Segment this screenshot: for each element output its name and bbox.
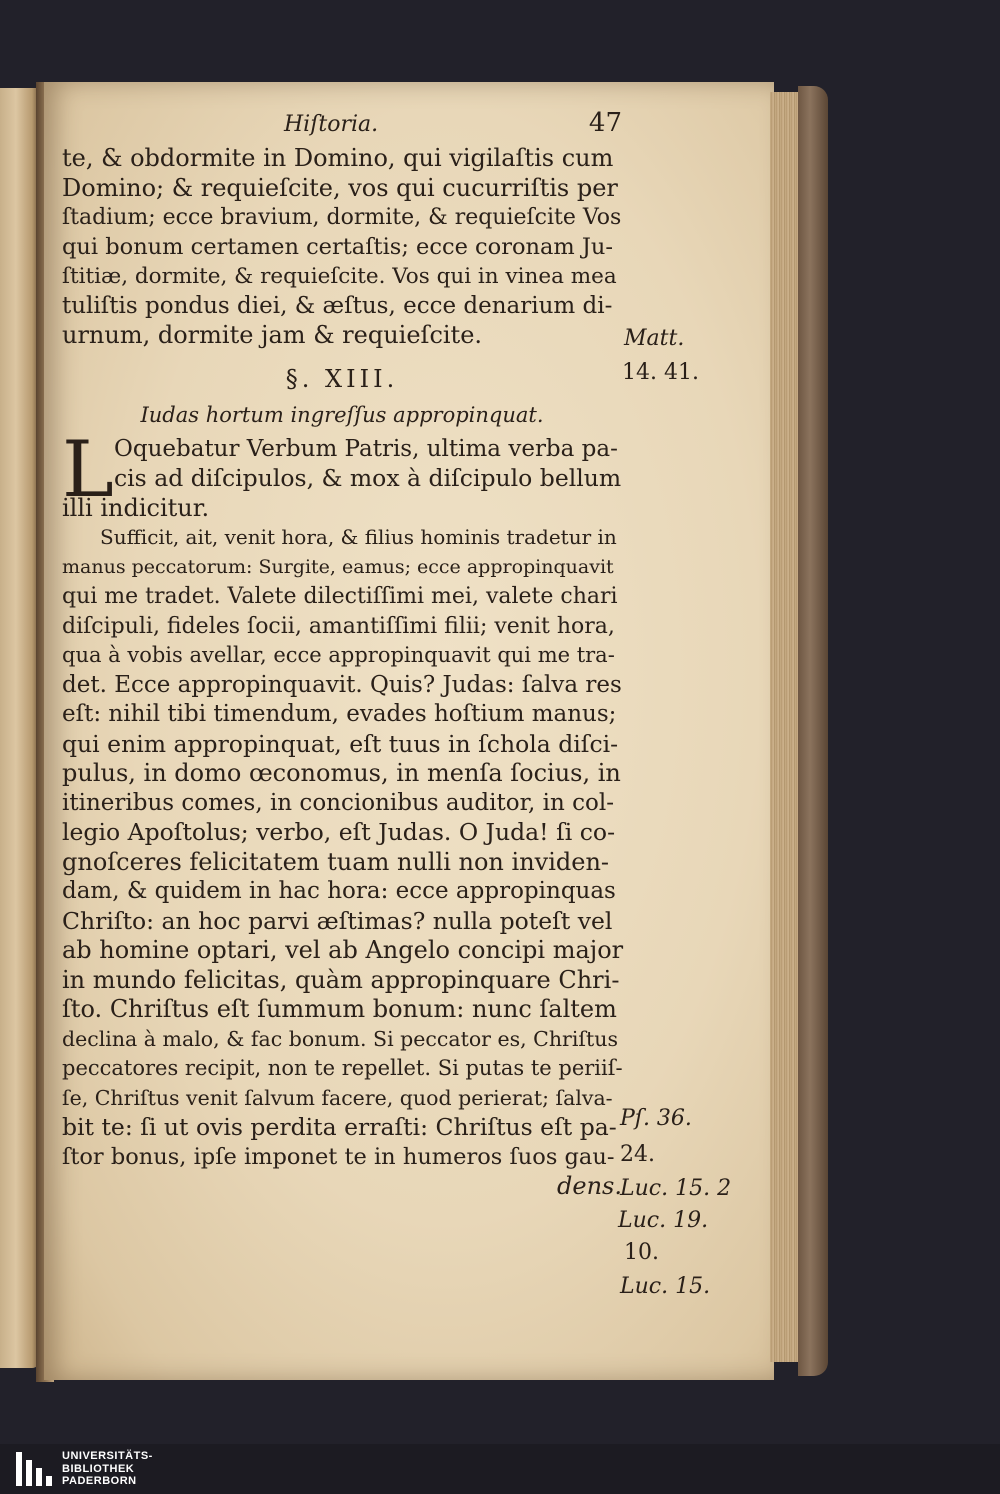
page-header <box>62 108 622 144</box>
text-line: illi indicitur. <box>62 493 210 522</box>
text-line: tuliſtis pondus diei, & æſtus, ecce denarium di- <box>62 292 613 319</box>
text-line: peccatores recipit, non te repellet. Si putas te periiſ- <box>62 1056 623 1080</box>
section-title: Iudas hortum ingreſſus appropinquat. <box>140 402 544 427</box>
margin-note-ps: Pſ. 36. <box>620 1106 692 1131</box>
first-paragraph <box>62 424 622 524</box>
text-line: qua à vobis avellar, ecce appropinquavit qui me tra- <box>62 643 615 667</box>
text-line: Oquebatur Verbum Patris, ultima verba pa- <box>114 435 618 462</box>
second-paragraph <box>62 523 622 1202</box>
text-line: manus peccatorum: Surgite, eamus; ecce appropinquavit <box>62 555 614 578</box>
library-name-line: BIBLIOTHEK <box>62 1462 135 1475</box>
text-line: Chriſto: an hoc parvi æſtimas? nulla poteſt vel <box>62 906 613 935</box>
library-name-line: UNIVERSITÄTS- <box>62 1450 153 1462</box>
text-line: bit te: ſi ut ovis perdita erraſti: Chriſtus eſt pa- <box>62 1113 617 1141</box>
text-line: qui enim appropinquat, eſt tuus in ſchola diſci- <box>62 729 619 758</box>
text-line: cis ad diſcipulos, & mox à diſcipulo bellum <box>114 464 622 492</box>
text-line: gnoſceres felicitatem tuam nulli non inviden- <box>62 847 610 876</box>
text-line: in mundo felicitas, quàm appropinquare Chri- <box>62 965 620 994</box>
text-line: declina à malo, & fac bonum. Si peccator es, Chriſtus <box>62 1026 618 1051</box>
text-line: ſe, Chriſtus venit ſalvum facere, quod perierat; ſalva- <box>62 1085 613 1110</box>
text-line: ſtadium; ecce bravium, dormite, & requieſcite Vos <box>62 205 622 230</box>
book-cover-edge <box>798 86 828 1376</box>
margin-note-luc-15: Luc. 15. <box>620 1274 711 1299</box>
text-line: qui bonum certamen certaſtis; ecce coronam Ju- <box>62 233 613 260</box>
drop-capital: L <box>62 424 114 515</box>
catchword: dens. <box>557 1172 622 1200</box>
margin-note-matt-ref: 14. 41. <box>622 360 699 385</box>
text-line: ſtor bonus, ipſe imponet te in humeros ſuos gau- <box>62 1143 615 1170</box>
text-line: qui me tradet. Valete dilectiſſimi mei, valete chari <box>62 584 618 609</box>
text-line: Sufficit, ait, venit hora, & filius hominis tradetur in <box>100 525 617 549</box>
text-line: Domino; & requieſcite, vos qui cucurriſtis per <box>62 173 618 202</box>
text-line: urnum, dormite jam & requieſcite. <box>62 321 483 349</box>
text-line: eſt: nihil tibi timendum, evades hoſtium manus; <box>62 701 617 727</box>
margin-note-ps-ref: 24. <box>620 1142 655 1167</box>
margin-note-matt: Matt. <box>624 326 685 351</box>
text-line: pulus, in domo œconomus, in menſa ſocius, in <box>62 759 621 787</box>
text-line: ab homine optari, vel ab Angelo concipi major <box>62 936 624 964</box>
text-line: te, & obdormite in Domino, qui vigilaſtis cum <box>62 144 614 172</box>
text-line: dam, & quidem in hac hora: ecce appropinquas <box>62 878 616 904</box>
text-line: det. Ecce appropinquavit. Quis? Judas: ſalva res <box>62 671 622 698</box>
footer-bar <box>0 1444 1000 1494</box>
text-line: ſtitiæ, dormite, & requieſcite. Vos qui in vinea mea <box>62 264 617 289</box>
library-name-line: PADERBORN <box>62 1475 137 1487</box>
page-block-edge <box>770 92 800 1362</box>
library-name <box>62 1450 153 1488</box>
page-number: 47 <box>588 108 622 138</box>
running-head: Hiſtoria. <box>284 112 379 137</box>
page-text <box>62 108 622 1202</box>
text-line: itineribus comes, in concionibus auditor, in col- <box>62 789 614 816</box>
facing-page-edge <box>0 88 40 1368</box>
margin-note-luc-15-2: Luc. 15. 2 <box>620 1176 732 1201</box>
section-number: §. XIII. <box>285 364 399 393</box>
opening-paragraph <box>62 144 622 351</box>
text-line: ſto. Chriſtus eſt ſummum bonum: nunc ſaltem <box>62 995 617 1023</box>
library-logo-icon <box>16 1452 52 1486</box>
margin-note-luc-19: Luc. 19. <box>618 1208 709 1233</box>
text-line: diſcipuli, fideles ſocii, amantiſſimi filii; venit hora, <box>62 613 615 639</box>
text-line: legio Apoſtolus; verbo, eſt Judas. O Juda! ſi co- <box>62 818 616 846</box>
margin-note-luc-19-ref: 10. <box>624 1240 659 1265</box>
